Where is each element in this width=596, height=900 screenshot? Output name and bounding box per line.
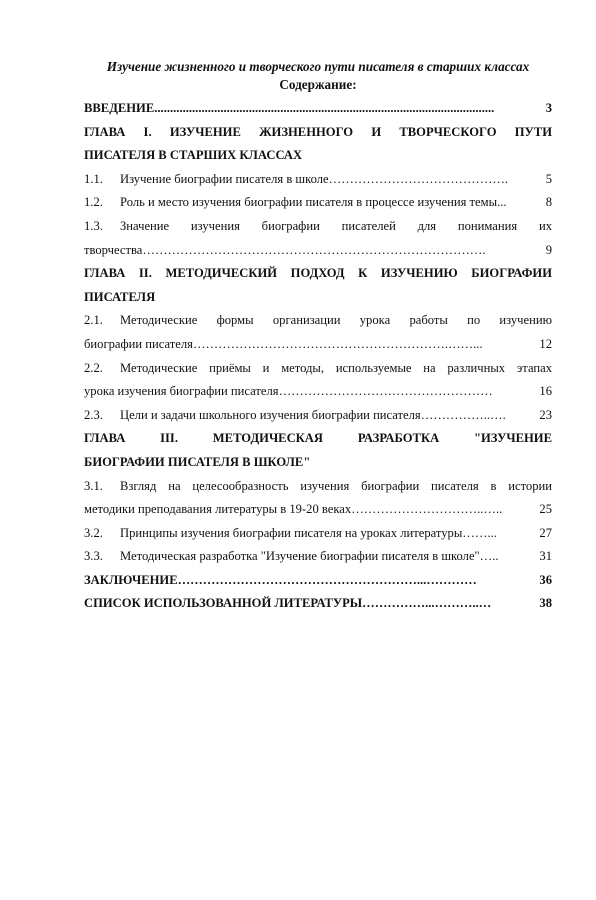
toc-chapter-2[interactable] [84, 262, 552, 309]
toc-entry-3-2[interactable] [84, 522, 552, 546]
toc-entry-3-1[interactable] [84, 475, 552, 522]
toc-entry-text: Роль и место изучения биографии писателя в процессе изучения темы... [120, 195, 507, 210]
toc-page-number: 5 [545, 171, 552, 186]
toc-entry-text: Методические формы организации урока работы по изучению [120, 313, 552, 328]
toc-page-number: 12 [539, 336, 552, 351]
toc-page-number: 25 [539, 502, 552, 517]
toc-page-number: 8 [545, 195, 552, 210]
section-number: 3.2. [84, 525, 103, 540]
toc-entry-references[interactable] [84, 592, 552, 616]
toc-entry-1-2[interactable] [84, 191, 552, 215]
toc-entry-text: творчества………………………………………………………………………. [84, 242, 486, 257]
toc-page-number: 23 [539, 407, 552, 422]
toc-entry-text: Методические приёмы и методы, используемые на различных этапах [120, 360, 552, 375]
toc-entry-text: урока изучения биографии писателя…………………………………………… [84, 384, 493, 399]
toc-entry-text: Цели и задачи школьного изучения биографии писателя……………..…. [120, 407, 506, 422]
toc-entry-text: Взгляд на целесообразность изучения биографии писателя в истории [120, 478, 552, 493]
chapter-title-line: ПИСАТЕЛЯ [84, 289, 156, 304]
table-of-contents [84, 97, 552, 616]
toc-page-number: 27 [539, 525, 552, 540]
toc-entry-1-3[interactable] [84, 215, 552, 262]
toc-page-number: 9 [545, 242, 552, 257]
toc-entry-intro[interactable] [84, 97, 552, 121]
toc-entry-text: ВВЕДЕНИЕ............................................................................................................ [84, 101, 495, 115]
toc-page-number: 36 [539, 572, 552, 587]
toc-page-number: 31 [539, 549, 552, 564]
section-number: 2.1. [84, 313, 103, 328]
chapter-title-line: ПИСАТЕЛЯ В СТАРШИХ КЛАССАХ [84, 148, 303, 163]
toc-heading: Содержание: [279, 77, 357, 92]
toc-entry-text: биографии писателя…………………………………………………….……... [84, 336, 483, 351]
toc-entry-text: Значение изучения биографии писателей для понимания их [120, 218, 552, 233]
toc-chapter-1[interactable] [84, 121, 552, 168]
toc-entry-2-1[interactable] [84, 309, 552, 356]
toc-entry-2-3[interactable] [84, 404, 552, 428]
toc-entry-text: ЗАКЛЮЧЕНИЕ…………………………………………………...………… [84, 572, 477, 587]
toc-page-number: 3 [545, 101, 552, 115]
toc-page-number: 38 [539, 596, 552, 611]
chapter-title-line: ГЛАВА I. ИЗУЧЕНИЕ ЖИЗНЕННОГО И ТВОРЧЕСКОГО ПУТИ [84, 124, 552, 139]
document-title: Изучение жизненного и творческого пути писателя в старших классах [106, 59, 530, 74]
chapter-title-line: ГЛАВА II. МЕТОДИЧЕСКИЙ ПОДХОД К ИЗУЧЕНИЮ БИОГРАФИИ [84, 266, 552, 281]
toc-entry-text: Методическая разработка "Изучение биографии писателя в школе"….. [120, 549, 499, 564]
toc-entry-2-2[interactable] [84, 357, 552, 404]
toc-entry-3-3[interactable] [84, 545, 552, 569]
section-number: 3.1. [84, 478, 103, 493]
toc-entry-text: Изучение биографии писателя в школе……………………………………. [120, 171, 509, 186]
toc-entry-text: Принципы изучения биографии писателя на уроках литературы……... [120, 525, 497, 540]
section-number: 1.1. [84, 171, 103, 186]
toc-entry-text: методики преподавания литературы в 19-20 веках…………………………..….. [84, 502, 503, 517]
toc-entry-conclusion[interactable] [84, 569, 552, 593]
toc-entry-1-1[interactable] [84, 168, 552, 192]
document-page [0, 58, 596, 900]
section-number: 2.2. [84, 360, 103, 375]
toc-chapter-3[interactable] [84, 427, 552, 474]
toc-page-number: 16 [539, 384, 552, 399]
chapter-title-line: ГЛАВА III. МЕТОДИЧЕСКАЯ РАЗРАБОТКА "ИЗУЧЕНИЕ [84, 431, 552, 446]
section-number: 2.3. [84, 407, 103, 422]
section-number: 1.3. [84, 218, 103, 233]
section-number: 1.2. [84, 195, 103, 210]
section-number: 3.3. [84, 549, 103, 564]
toc-entry-text: СПИСОК ИСПОЛЬЗОВАННОЙ ЛИТЕРАТУРЫ……………...………..… [84, 596, 492, 611]
chapter-title-line: БИОГРАФИИ ПИСАТЕЛЯ В ШКОЛЕ" [84, 454, 311, 469]
